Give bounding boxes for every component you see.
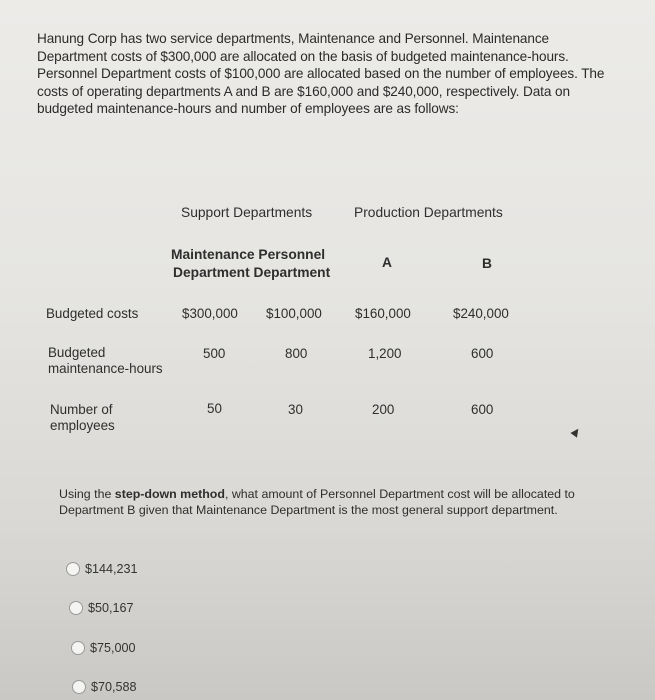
question-emphasis: step-down method (114, 487, 225, 501)
table-cell: 600 (471, 346, 494, 361)
table-cell: 50 (207, 401, 222, 416)
row-label-maintenance-hours: Budgeted maintenance-hours (48, 345, 163, 376)
table-cell: $160,000 (355, 306, 411, 321)
radio-button-icon[interactable] (72, 680, 86, 694)
cursor-mark-icon (570, 426, 581, 437)
row-label-budgeted-costs: Budgeted costs (46, 306, 139, 321)
table-cell: $300,000 (182, 306, 238, 321)
answer-option-4[interactable] (72, 680, 137, 694)
table-cell: $240,000 (453, 306, 509, 321)
answer-option-label: $70,588 (91, 680, 137, 694)
header-maintenance-personnel: Maintenance Personnel (171, 247, 326, 262)
radio-button-icon[interactable] (66, 562, 80, 576)
table-cell: 1,200 (368, 346, 402, 361)
answer-option-label: $75,000 (90, 641, 136, 655)
header-production-departments: Production Departments (354, 205, 503, 220)
radio-button-icon[interactable] (71, 641, 85, 655)
header-support-departments: Support Departments (181, 205, 313, 220)
table-cell: 800 (285, 346, 308, 361)
table-cell: 500 (203, 346, 226, 361)
answer-option-1[interactable] (66, 562, 138, 576)
header-col-a: A (382, 255, 392, 270)
answer-option-2[interactable] (69, 601, 134, 615)
problem-statement: Hanung Corp has two service departments, Maintenance and Personnel. Maintenance Department costs of $300,000 are allocated on the basis of budgeted maintenance-hours. Personnel Department costs of $100,000 are allocated based on the number of employees. The costs of operating departments A and B are $160,000 and $240,000, respectively. Data on budgeted maintenance-hours and number of employees are as follows: (37, 31, 605, 117)
answer-option-3[interactable] (71, 641, 136, 655)
row-label-number-of-employees: Number of employees (50, 402, 115, 433)
table-cell: 30 (288, 402, 303, 417)
radio-button-icon[interactable] (69, 601, 83, 615)
answer-option-label: $50,167 (88, 601, 134, 615)
header-col-b: B (482, 256, 492, 271)
question-text: Using the step-down method, what amount of Personnel Department cost will be allocated to Department B given that Maintenance Department is the most general support department. (59, 487, 575, 517)
table-cell: $100,000 (266, 306, 322, 321)
answer-option-label: $144,231 (85, 562, 138, 576)
table-cell: 600 (471, 402, 494, 417)
table-cell: 200 (372, 402, 395, 417)
header-department-department: Department Department (173, 265, 331, 280)
